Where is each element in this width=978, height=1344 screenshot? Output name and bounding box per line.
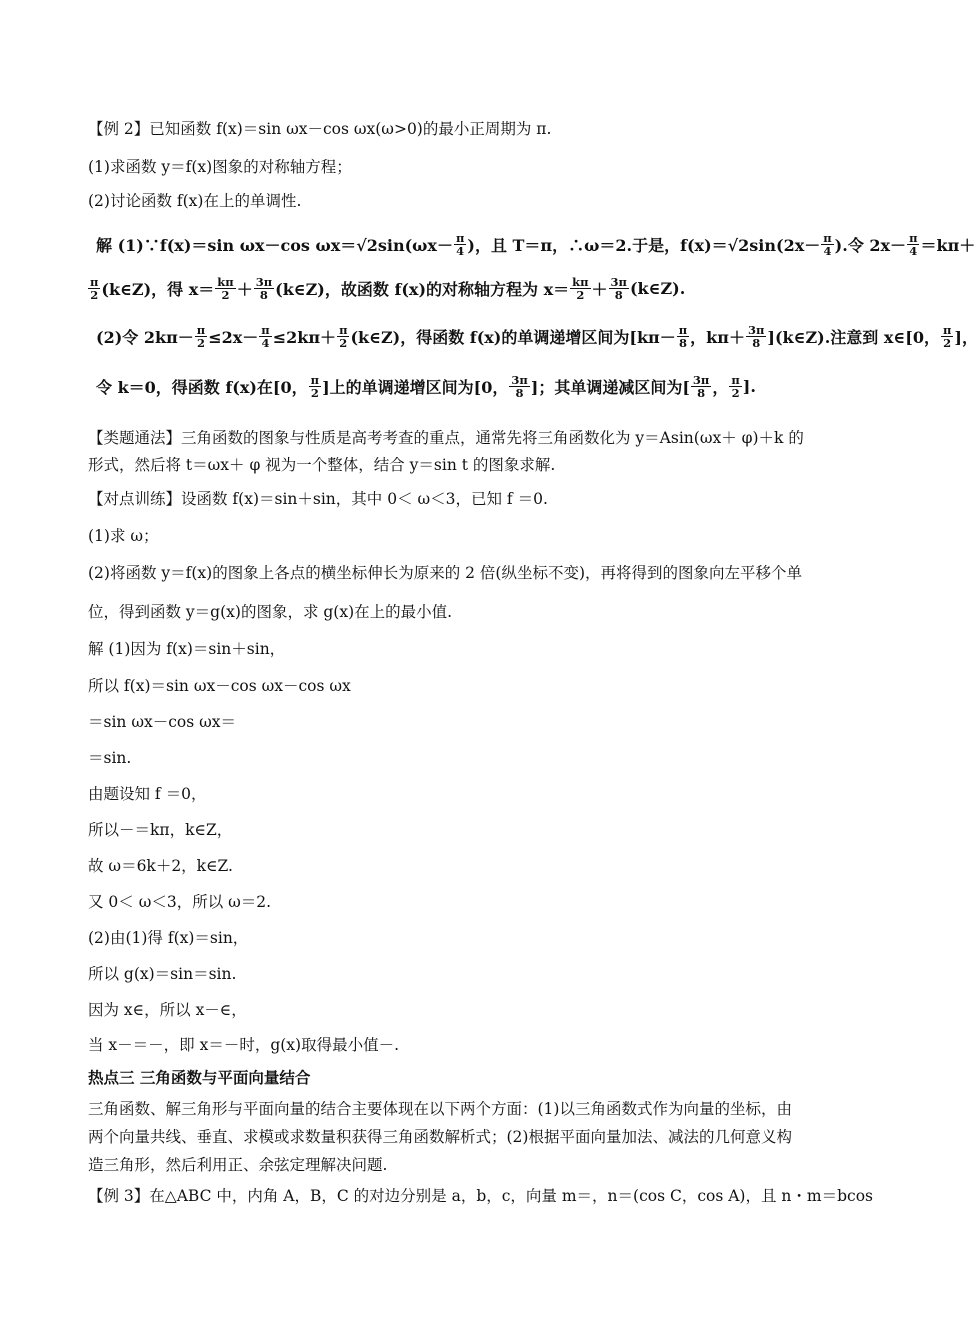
solution-text: (k∈Z). bbox=[629, 279, 686, 298]
solution-text: ]. bbox=[742, 377, 756, 396]
solution-text: ](k∈Z).注意到 x∈[0， bbox=[767, 328, 940, 347]
fraction: $\frac{\pi}{2}$ bbox=[942, 323, 952, 350]
section-paragraph-line-1: 三角函数、解三角形与平面向量的结合主要体现在以下两个方面：(1)以三角函数式作为向量的坐标，由 bbox=[88, 1100, 792, 1118]
solution-text: 令 k＝0，得函数 f(x)在[0， bbox=[96, 378, 308, 397]
solution-row-2 bbox=[90, 275, 686, 302]
fraction: $\frac{\pi}{4}$ bbox=[823, 231, 832, 258]
solution-text: (k∈Z)，故函数 f(x)的对称轴方程为 x＝ bbox=[275, 280, 570, 299]
fraction: $\frac{\pi}{2}$ bbox=[196, 323, 206, 350]
training-question-1: (1)求 ω； bbox=[88, 527, 159, 545]
example3-statement: 【例 3】在△ABC 中，内角 A，B，C 的对边分别是 a，b，c，向量 m＝，n＝(cos C，cos A)，且 n・m＝bcos bbox=[88, 1187, 873, 1205]
solution-text: ]， bbox=[954, 328, 978, 347]
solution-text: ≤2x－ bbox=[208, 328, 259, 347]
answer-line: ＝sin ωx－cos ωx＝ bbox=[88, 713, 236, 731]
training-statement: 【对点训练】设函数 f(x)＝sin＋sin，其中 0＜ ω＜3，已知 f ＝0. bbox=[88, 490, 548, 508]
section-heading: 热点三 三角函数与平面向量结合 bbox=[88, 1068, 311, 1087]
solution-text: ]上的单调递增区间为[0， bbox=[322, 378, 509, 397]
solution-text: ).令 2x－ bbox=[834, 236, 907, 255]
section-paragraph-line-2: 两个向量共线、垂直、求模或求数量积获得三角函数解析式；(2)根据平面向量加法、减法的几何意义构 bbox=[88, 1128, 792, 1146]
answer-line: 又 0＜ ω＜3，所以 ω＝2. bbox=[88, 893, 272, 911]
solution-text: 解 (1)∵f(x)＝sin ωx－cos ωx＝√2sin(ωx－ bbox=[96, 236, 453, 255]
answer-line: 由题设知 f ＝0， bbox=[88, 785, 207, 803]
example2-statement: 【例 2】已知函数 f(x)＝sin ωx－cos ωx(ω>0)的最小正周期为 π. bbox=[88, 120, 552, 138]
method-tip-line-2: 形式，然后将 t＝ωx＋ φ 视为一个整体，结合 y＝sin t 的图象求解. bbox=[88, 456, 556, 474]
fraction: $\frac{3\pi}{8}$ bbox=[255, 275, 273, 302]
solution-text: ＋ bbox=[236, 280, 253, 299]
solution-text: ＋ bbox=[591, 280, 608, 299]
fraction: $\frac{\pi}{2}$ bbox=[90, 275, 99, 302]
solution-text: (2)令 2kπ－ bbox=[96, 328, 194, 347]
fraction: $\frac{\pi}{8}$ bbox=[678, 323, 688, 350]
section-paragraph-line-3: 造三角形，然后利用正、余弦定理解决问题. bbox=[88, 1156, 388, 1174]
answer-line: 解 (1)因为 f(x)＝sin＋sin， bbox=[88, 640, 286, 658]
fraction: $\frac{\pi}{4}$ bbox=[261, 323, 270, 350]
solution-text: )，且 T＝π，∴ω＝2.于是，f(x)＝√2sin(2x－ bbox=[467, 236, 821, 255]
solution-row-3 bbox=[96, 324, 978, 349]
solution-text: ≤2kπ＋ bbox=[272, 328, 337, 347]
answer-line: 因为 x∈，所以 x－∈， bbox=[88, 1001, 247, 1019]
fraction: $\frac{\pi}{4}$ bbox=[909, 231, 918, 258]
fraction: $\frac{\pi}{2}$ bbox=[339, 323, 348, 350]
fraction: $\frac{k\pi}{2}$ bbox=[572, 275, 589, 302]
solution-row-4 bbox=[96, 374, 756, 399]
fraction: $\frac{k\pi}{2}$ bbox=[217, 275, 234, 302]
example2-question-1: (1)求函数 y＝f(x)图象的对称轴方程； bbox=[88, 158, 352, 176]
answer-line: 故 ω＝6k＋2，k∈Z. bbox=[88, 857, 233, 875]
fraction: $\frac{\pi}{2}$ bbox=[310, 373, 320, 400]
fraction: $\frac{3\pi}{8}$ bbox=[692, 373, 710, 400]
training-question-2-line-1: (2)将函数 y＝f(x)的图象上各点的横坐标伸长为原来的 2 倍(纵坐标不变)，再将得到的图象向左平移个单 bbox=[88, 564, 803, 582]
fraction: $\frac{\pi}{2}$ bbox=[731, 373, 740, 400]
fraction: $\frac{3\pi}{8}$ bbox=[511, 373, 528, 400]
solution-text: (k∈Z)，得 x＝ bbox=[101, 280, 215, 299]
example2-question-2: (2)讨论函数 f(x)在上的单调性. bbox=[88, 192, 302, 210]
solution-text: ＝kπ＋ bbox=[920, 236, 976, 255]
method-tip-line-1: 【类题通法】三角函数的图象与性质是高考考查的重点，通常先将三角函数化为 y＝Asin(ωx＋ φ)＋k 的 bbox=[88, 429, 804, 447]
answer-line: ＝sin. bbox=[88, 749, 132, 767]
solution-text: ， bbox=[712, 378, 729, 397]
answer-line: 当 x－＝－，即 x＝－时，g(x)取得最小值－. bbox=[88, 1036, 400, 1054]
training-question-2-line-2: 位，得到函数 y＝g(x)的图象，求 g(x)在上的最小值. bbox=[88, 603, 453, 621]
solution-text: ，kπ＋ bbox=[690, 328, 745, 347]
answer-line: 所以 f(x)＝sin ωx－cos ωx－cos ωx bbox=[88, 677, 351, 695]
answer-line: 所以－＝kπ，k∈Z， bbox=[88, 821, 233, 839]
answer-line: (2)由(1)得 f(x)＝sin， bbox=[88, 929, 249, 947]
answer-line: 所以 g(x)＝sin＝sin. bbox=[88, 965, 237, 983]
solution-text: ]；其单调递减区间为[ bbox=[530, 378, 690, 397]
fraction: $\frac{3\pi}{8}$ bbox=[610, 275, 627, 302]
solution-row-1 bbox=[96, 232, 975, 257]
example2-solution-image bbox=[90, 231, 978, 412]
fraction: $\frac{\pi}{4}$ bbox=[455, 231, 465, 258]
fraction: $\frac{3\pi}{8}$ bbox=[747, 323, 765, 350]
solution-text: (k∈Z)，得函数 f(x)的单调递增区间为[kπ－ bbox=[350, 328, 676, 347]
